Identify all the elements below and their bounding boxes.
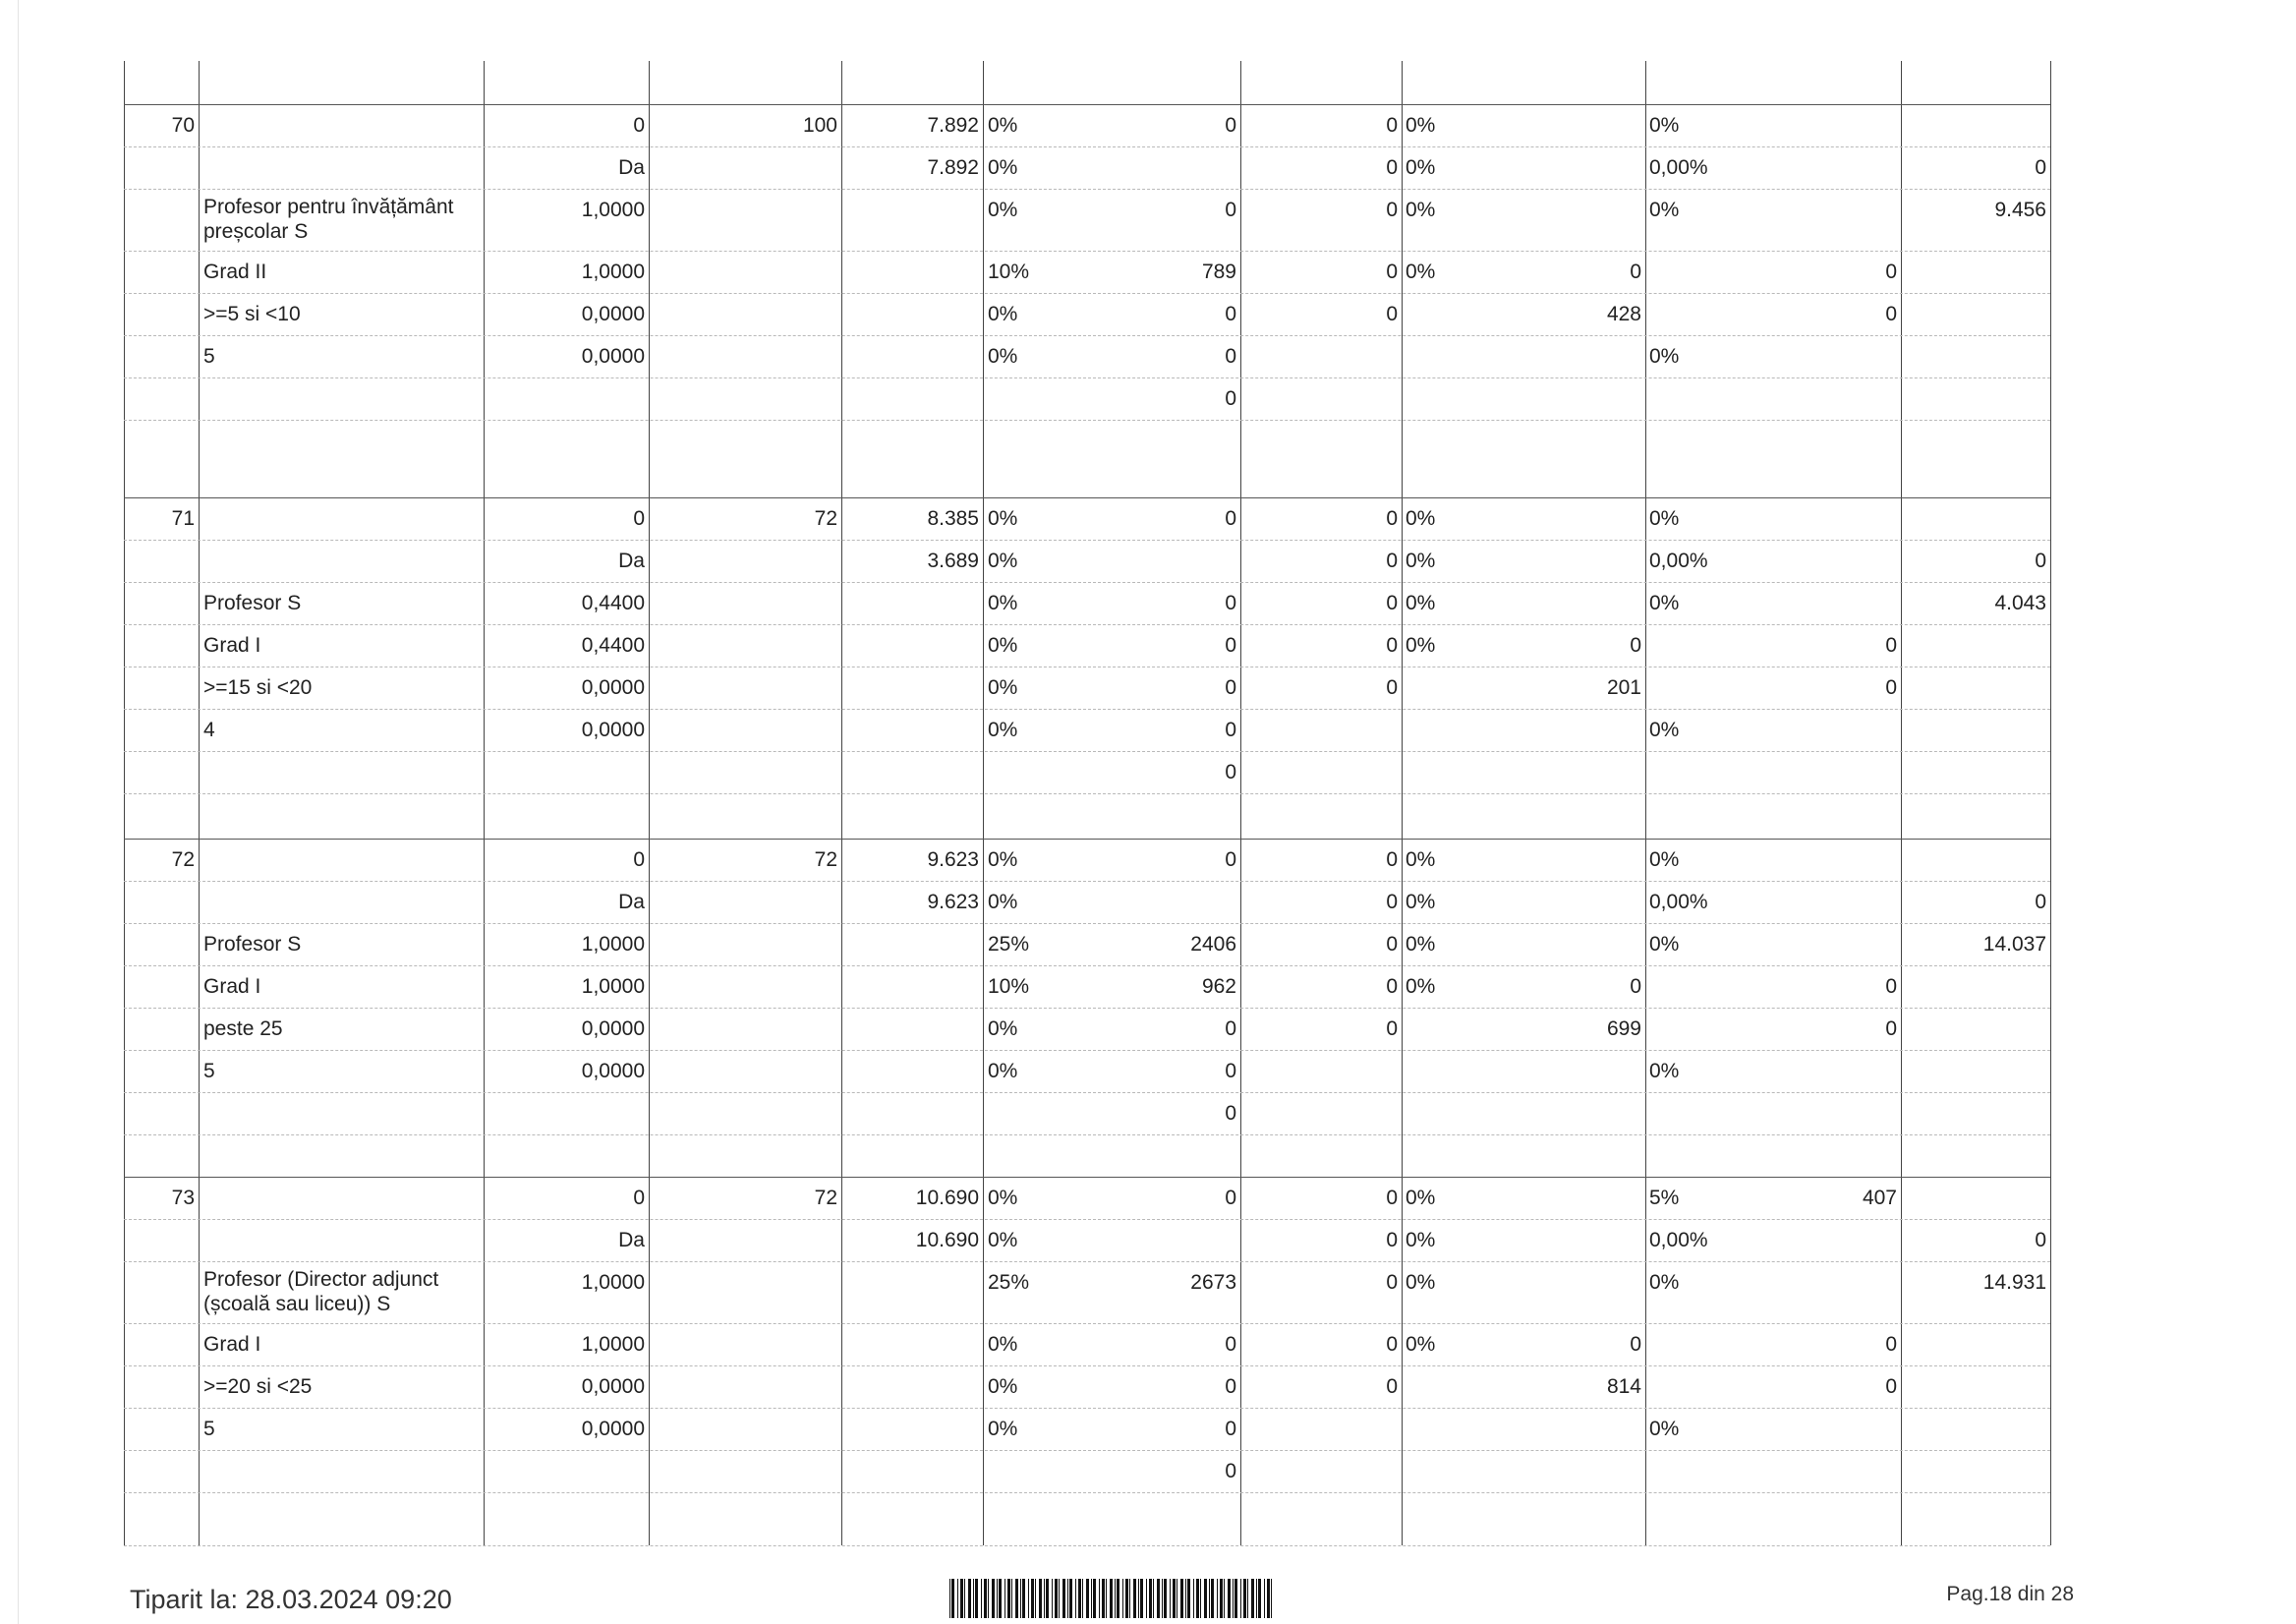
- row-divider: [124, 582, 2050, 583]
- table-cell: 0%: [988, 634, 1018, 657]
- table-cell: 0: [1386, 199, 1398, 221]
- table-cell: 0%: [1649, 1418, 1680, 1440]
- barcode-bar: [1240, 1579, 1241, 1618]
- table-cell: 0: [2035, 891, 2046, 913]
- table-cell: 1,0000: [581, 1333, 645, 1356]
- table-cell: 0%: [1649, 345, 1680, 368]
- table-cell: 0: [1225, 507, 1236, 530]
- row-divider: [124, 251, 2050, 252]
- page-number: Pag.18 din 28: [1946, 1583, 2074, 1605]
- barcode-bar: [1264, 1579, 1265, 1618]
- table-cell: 9.456: [1994, 199, 2046, 221]
- barcode-bar: [1185, 1579, 1186, 1618]
- barcode-bar: [1162, 1579, 1163, 1618]
- table-cell: 0: [1885, 975, 1897, 998]
- table-cell: 25%: [988, 1271, 1030, 1294]
- table-cell: 0,0000: [581, 719, 645, 741]
- row-divider: [124, 335, 2050, 336]
- barcode-bar: [1146, 1579, 1147, 1618]
- table-cell: 0: [1225, 1187, 1236, 1209]
- table-cell: 72: [814, 848, 837, 871]
- barcode-bar: [1093, 1579, 1096, 1618]
- row-divider: [124, 540, 2050, 541]
- table-cell: 0%: [1649, 848, 1680, 871]
- table-cell: 0: [1225, 387, 1236, 410]
- row-divider: [124, 1492, 2050, 1493]
- table-cell: 0: [1386, 507, 1398, 530]
- table-cell: 0%: [988, 1418, 1018, 1440]
- table-cell: 4.043: [1994, 592, 2046, 614]
- table-cell: 0: [1225, 1017, 1236, 1040]
- barcode-bar: [1149, 1579, 1152, 1618]
- barcode-bar: [1153, 1579, 1154, 1618]
- row-divider: [124, 1050, 2050, 1051]
- table-cell: 0,0000: [581, 1017, 645, 1040]
- table-cell: 0%: [1406, 199, 1436, 221]
- table-cell: 0%: [1406, 891, 1436, 913]
- table-cell: Da: [618, 156, 645, 179]
- table-cell: 0: [2035, 156, 2046, 179]
- block-divider: [124, 104, 2050, 105]
- row-divider: [124, 965, 2050, 966]
- table-cell: Grad II: [203, 261, 267, 283]
- column-divider: [2050, 61, 2051, 1545]
- table-cell: 0%: [1406, 550, 1436, 572]
- table-cell: 0%: [1406, 848, 1436, 871]
- table-cell: 0: [1225, 634, 1236, 657]
- table-cell: 0%: [988, 507, 1018, 530]
- table-cell: 7.892: [927, 156, 979, 179]
- barcode-bar: [1125, 1579, 1128, 1618]
- table-cell: 407: [1862, 1187, 1897, 1209]
- row-divider: [124, 751, 2050, 752]
- barcode-bar: [1069, 1579, 1072, 1618]
- table-cell: 0%: [988, 114, 1018, 137]
- barcode-bar: [1209, 1579, 1210, 1618]
- table-cell: 0%: [988, 1060, 1018, 1082]
- barcode-bar: [997, 1579, 998, 1618]
- table-cell: 0,0000: [581, 345, 645, 368]
- barcode-bar: [1243, 1579, 1246, 1618]
- table-cell: 0: [633, 507, 645, 530]
- table-cell: 0%: [988, 719, 1018, 741]
- row-divider: [124, 1323, 2050, 1324]
- table-cell: 0%: [1406, 261, 1436, 283]
- table-cell: 7.892: [927, 114, 979, 137]
- table-cell: 1,0000: [581, 933, 645, 956]
- block-divider: [124, 497, 2050, 498]
- row-divider: [124, 709, 2050, 710]
- table-cell: 0: [1885, 634, 1897, 657]
- barcode-bar: [1220, 1579, 1223, 1618]
- barcode-bar: [988, 1579, 989, 1618]
- table-cell: 0: [1386, 550, 1398, 572]
- barcode-bar: [1039, 1579, 1042, 1618]
- table-cell: 8.385: [927, 507, 979, 530]
- barcode-bar: [1193, 1579, 1194, 1618]
- table-cell: 0%: [1649, 592, 1680, 614]
- barcode-bar: [1035, 1579, 1036, 1618]
- barcode-bar: [1157, 1579, 1160, 1618]
- barcode-bar: [1138, 1579, 1139, 1618]
- table-cell: 0%: [1406, 114, 1436, 137]
- table-cell: 0: [1630, 261, 1641, 283]
- barcode-bar: [984, 1579, 987, 1618]
- table-cell: 0: [633, 114, 645, 137]
- table-cell: 0%: [988, 1187, 1018, 1209]
- row-divider: [124, 1261, 2050, 1262]
- barcode-bar: [981, 1579, 982, 1618]
- table-cell: peste 25: [203, 1017, 283, 1040]
- barcode-bar: [1196, 1579, 1199, 1618]
- table-cell: 1,0000: [581, 1271, 645, 1294]
- table-cell: 0: [1386, 676, 1398, 699]
- row-divider: [124, 1365, 2050, 1366]
- table-cell: 0%: [1406, 1271, 1436, 1294]
- row-divider: [124, 1408, 2050, 1409]
- table-cell: 0: [1386, 634, 1398, 657]
- table-cell: 0%: [988, 592, 1018, 614]
- table-cell: 0%: [988, 1375, 1018, 1398]
- table-cell: 0%: [988, 848, 1018, 871]
- table-cell: 0,00%: [1649, 891, 1708, 913]
- table-cell: Profesor (Director adjunct (școală sau liceu)) S: [203, 1268, 439, 1315]
- table-cell: 0: [1885, 261, 1897, 283]
- table-cell: 0: [1386, 1229, 1398, 1251]
- table-cell: 962: [1201, 975, 1236, 998]
- barcode-bar: [1075, 1579, 1076, 1618]
- barcode-bar: [1106, 1579, 1107, 1618]
- table-cell: 10.690: [915, 1187, 979, 1209]
- table-cell: 0: [1885, 1333, 1897, 1356]
- table-cell: 10.690: [915, 1229, 979, 1251]
- table-cell: 0: [1225, 1060, 1236, 1082]
- table-cell: 0%: [1406, 507, 1436, 530]
- barcode-bar: [1173, 1579, 1176, 1618]
- table-cell: 0,00%: [1649, 550, 1708, 572]
- table-cell: 2406: [1190, 933, 1236, 956]
- table-cell: Grad I: [203, 634, 261, 657]
- table-cell: 0%: [1649, 507, 1680, 530]
- row-number: 70: [171, 114, 195, 137]
- barcode-bar: [973, 1579, 974, 1618]
- table-cell: 0%: [1406, 1333, 1436, 1356]
- table-cell: 0,00%: [1649, 156, 1708, 179]
- barcode-bar: [1031, 1579, 1034, 1618]
- table-cell: 0%: [1649, 199, 1680, 221]
- row-number: 73: [171, 1187, 195, 1209]
- table-cell: 428: [1606, 303, 1641, 325]
- barcode-bar: [1180, 1579, 1183, 1618]
- table-cell: 100: [802, 114, 837, 137]
- table-cell: 0,4400: [581, 634, 645, 657]
- barcode-bar: [1115, 1579, 1116, 1618]
- table-cell: 0: [1885, 1017, 1897, 1040]
- barcode-bar: [1224, 1579, 1225, 1618]
- barcode-bar: [1102, 1579, 1105, 1618]
- block-divider: [124, 839, 2050, 840]
- barcode-bar: [1271, 1579, 1272, 1618]
- table-cell: 10%: [988, 261, 1030, 283]
- table-cell: 9.623: [927, 848, 979, 871]
- table-cell: 0%: [988, 303, 1018, 325]
- barcode-bar: [1234, 1579, 1237, 1618]
- row-divider: [124, 293, 2050, 294]
- barcode-bar: [1046, 1579, 1049, 1618]
- table-cell: 0%: [988, 199, 1018, 221]
- table-cell: 0,00%: [1649, 1229, 1708, 1251]
- printed-date: Tiparit la: 28.03.2024 09:20: [130, 1585, 452, 1614]
- table-cell: 0: [1386, 1271, 1398, 1294]
- barcode-bar: [1267, 1579, 1270, 1618]
- barcode-bar: [1122, 1579, 1123, 1618]
- barcode-bar: [1129, 1579, 1130, 1618]
- table-cell: 14.931: [1982, 1271, 2046, 1294]
- table-cell: 0,0000: [581, 1418, 645, 1440]
- table-cell: >=15 si <20: [203, 676, 313, 699]
- table-cell: 0: [1386, 1017, 1398, 1040]
- barcode-bar: [949, 1579, 950, 1618]
- table-cell: 1,0000: [581, 199, 645, 221]
- table-cell: 0%: [1406, 592, 1436, 614]
- row-divider: [124, 1450, 2050, 1451]
- row-divider: [124, 1092, 2050, 1093]
- table-cell: 5: [203, 1060, 215, 1082]
- row-divider: [124, 146, 2050, 147]
- table-cell: 4: [203, 719, 215, 741]
- table-cell: 789: [1201, 261, 1236, 283]
- table-cell: Grad I: [203, 1333, 261, 1356]
- table-cell: >=20 si <25: [203, 1375, 313, 1398]
- barcode-bar: [964, 1579, 965, 1618]
- table-cell: 0: [1885, 676, 1897, 699]
- barcode-bar: [968, 1579, 971, 1618]
- barcode-bar: [1099, 1579, 1100, 1618]
- table-cell: 0: [1386, 1187, 1398, 1209]
- row-divider: [124, 189, 2050, 190]
- barcode-bar: [1140, 1579, 1143, 1618]
- table-cell: 0: [633, 1187, 645, 1209]
- table-cell: 0%: [1649, 719, 1680, 741]
- barcode-bar: [1011, 1579, 1012, 1618]
- table-cell: 0: [1386, 891, 1398, 913]
- table-cell: 0%: [1406, 975, 1436, 998]
- row-divider: [124, 1008, 2050, 1009]
- barcode-bar: [1228, 1579, 1231, 1618]
- table-cell: 0: [1885, 1375, 1897, 1398]
- table-cell: 0%: [1649, 1060, 1680, 1082]
- table-cell: 0,0000: [581, 1060, 645, 1082]
- barcode-bar: [1062, 1579, 1065, 1618]
- barcode: [949, 1579, 1274, 1618]
- table-cell: 0: [1225, 1333, 1236, 1356]
- table-bottom: [124, 1545, 2050, 1546]
- barcode-bar: [1217, 1579, 1218, 1618]
- table-cell: 14.037: [1982, 933, 2046, 956]
- table-cell: 0: [1225, 1460, 1236, 1482]
- table-cell: 1,0000: [581, 261, 645, 283]
- table-cell: 0%: [988, 156, 1018, 179]
- barcode-bar: [1082, 1579, 1083, 1618]
- table-cell: 0%: [988, 676, 1018, 699]
- row-divider: [124, 1219, 2050, 1220]
- table-cell: 0: [1386, 303, 1398, 325]
- barcode-bar: [1086, 1579, 1089, 1618]
- barcode-bar: [960, 1579, 963, 1618]
- barcode-bar: [999, 1579, 1002, 1618]
- barcode-bar: [1211, 1579, 1214, 1618]
- table-cell: 0: [1386, 114, 1398, 137]
- table-cell: 0: [1386, 1375, 1398, 1398]
- table-cell: 5: [203, 345, 215, 368]
- table-cell: 0%: [988, 550, 1018, 572]
- barcode-bar: [1059, 1579, 1060, 1618]
- table-cell: 5: [203, 1418, 215, 1440]
- barcode-bar: [1020, 1579, 1021, 1618]
- barcode-bar: [1028, 1579, 1029, 1618]
- table-cell: 0%: [1649, 1271, 1680, 1294]
- row-divider: [124, 793, 2050, 794]
- table-cell: 0%: [1406, 1229, 1436, 1251]
- table-cell: 0: [1225, 345, 1236, 368]
- barcode-bar: [1078, 1579, 1081, 1618]
- table-cell: Da: [618, 891, 645, 913]
- table-cell: Grad I: [203, 975, 261, 998]
- table-cell: 0,0000: [581, 1375, 645, 1398]
- table-cell: 0%: [1406, 1187, 1436, 1209]
- table-cell: 0: [1225, 1102, 1236, 1125]
- table-cell: 0%: [1649, 933, 1680, 956]
- table-cell: 9.623: [927, 891, 979, 913]
- barcode-bar: [1204, 1579, 1207, 1618]
- table-cell: 0: [1225, 114, 1236, 137]
- table-cell: 2673: [1190, 1271, 1236, 1294]
- barcode-bar: [1091, 1579, 1092, 1618]
- table-cell: 0: [1885, 303, 1897, 325]
- table-cell: 0,0000: [581, 676, 645, 699]
- barcode-bar: [992, 1579, 995, 1618]
- barcode-bar: [1170, 1579, 1171, 1618]
- table-cell: 0: [1386, 848, 1398, 871]
- table-cell: 0%: [1406, 156, 1436, 179]
- barcode-bar: [951, 1579, 954, 1618]
- barcode-bar: [1187, 1579, 1190, 1618]
- barcode-bar: [1133, 1579, 1136, 1618]
- row-divider: [124, 1134, 2050, 1135]
- table-cell: 0: [1386, 261, 1398, 283]
- table-cell: >=5 si <10: [203, 303, 301, 325]
- table-cell: 0: [1630, 975, 1641, 998]
- row-divider: [124, 377, 2050, 378]
- table-cell: 0: [1386, 156, 1398, 179]
- barcode-bar: [1044, 1579, 1045, 1618]
- table-cell: 0%: [988, 1017, 1018, 1040]
- row-divider: [124, 923, 2050, 924]
- table-cell: 0: [1630, 634, 1641, 657]
- table-cell: Profesor pentru învățământ preșcolar S: [203, 196, 454, 243]
- table-cell: Da: [618, 1229, 645, 1251]
- table-cell: 0%: [1649, 114, 1680, 137]
- barcode-bar: [1200, 1579, 1201, 1618]
- table-cell: 0: [1225, 761, 1236, 783]
- table-cell: 0: [1386, 975, 1398, 998]
- barcode-bar: [1004, 1579, 1005, 1618]
- table-cell: 0: [1225, 199, 1236, 221]
- table-cell: 0%: [1406, 634, 1436, 657]
- barcode-bar: [975, 1579, 978, 1618]
- table-cell: 0: [1225, 676, 1236, 699]
- table-cell: Profesor S: [203, 592, 302, 614]
- table-cell: 0: [1225, 1375, 1236, 1398]
- barcode-bar: [1251, 1579, 1254, 1618]
- table-cell: 0,4400: [581, 592, 645, 614]
- block-divider: [124, 1177, 2050, 1178]
- table-cell: 0: [1386, 592, 1398, 614]
- table-cell: 25%: [988, 933, 1030, 956]
- table-cell: 0%: [988, 1333, 1018, 1356]
- table-cell: 72: [814, 1187, 837, 1209]
- table-cell: 0: [1225, 303, 1236, 325]
- table-cell: 0: [1225, 848, 1236, 871]
- table-cell: 1,0000: [581, 975, 645, 998]
- barcode-bar: [1022, 1579, 1025, 1618]
- barcode-bar: [1256, 1579, 1257, 1618]
- table-cell: 814: [1606, 1375, 1641, 1398]
- barcode-bar: [1117, 1579, 1119, 1618]
- table-cell: 0: [1386, 933, 1398, 956]
- barcode-bar: [1007, 1579, 1010, 1618]
- table-cell: 0: [1225, 1418, 1236, 1440]
- row-number: 71: [171, 507, 195, 530]
- table-cell: 0,0000: [581, 303, 645, 325]
- row-divider: [124, 420, 2050, 421]
- barcode-bar: [1052, 1579, 1053, 1618]
- barcode-bar: [1164, 1579, 1167, 1618]
- barcode-bar: [1247, 1579, 1248, 1618]
- table-cell: 0: [1386, 1333, 1398, 1356]
- table-cell: 0: [1630, 1333, 1641, 1356]
- barcode-bar: [1233, 1579, 1234, 1618]
- table-cell: Da: [618, 550, 645, 572]
- table-cell: 72: [814, 507, 837, 530]
- table-cell: 0: [633, 848, 645, 871]
- table-cell: 5%: [1649, 1187, 1680, 1209]
- table-cell: Profesor S: [203, 933, 302, 956]
- barcode-bar: [1055, 1579, 1058, 1618]
- barcode-bar: [1015, 1579, 1018, 1618]
- table-cell: 10%: [988, 975, 1030, 998]
- table-cell: 0%: [988, 891, 1018, 913]
- table-cell: 201: [1606, 676, 1641, 699]
- row-divider: [124, 624, 2050, 625]
- table-cell: 0: [2035, 550, 2046, 572]
- table-cell: 0: [1225, 719, 1236, 741]
- table-cell: 0%: [988, 1229, 1018, 1251]
- table-cell: 3.689: [927, 550, 979, 572]
- barcode-bar: [1258, 1579, 1261, 1618]
- table-cell: 0%: [1406, 933, 1436, 956]
- row-divider: [124, 881, 2050, 882]
- barcode-bar: [1110, 1579, 1113, 1618]
- row-number: 72: [171, 848, 195, 871]
- table-cell: 0%: [988, 345, 1018, 368]
- table-cell: 699: [1606, 1017, 1641, 1040]
- table-cell: 0: [2035, 1229, 2046, 1251]
- barcode-bar: [957, 1579, 958, 1618]
- table-cell: 0: [1225, 592, 1236, 614]
- barcode-bar: [1067, 1579, 1068, 1618]
